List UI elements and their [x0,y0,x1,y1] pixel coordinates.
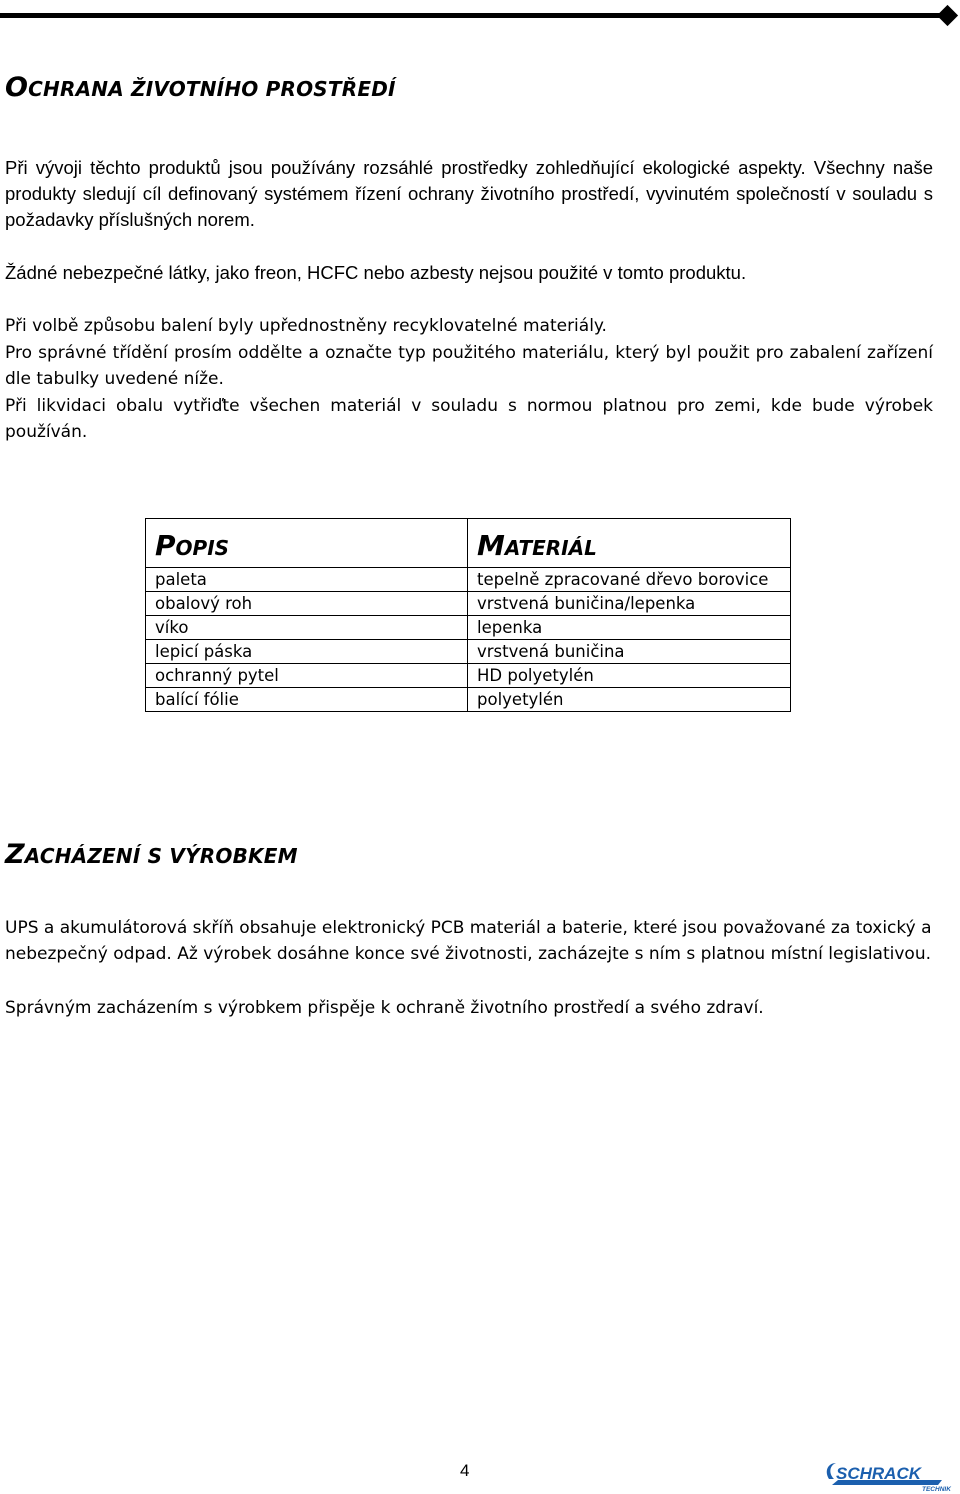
top-rule [0,13,942,18]
popis-cell: víko [146,616,468,640]
popis-cell: lepicí páska [146,640,468,664]
material-cell: polyetylén [468,688,791,712]
table-row [146,640,791,664]
paragraph-packaging-choice: Při volbě způsobu balení byly upřednostněny recyklovatelné materiály. [5,316,607,336]
schrack-logo [826,1459,951,1493]
page-number: 4 [460,1461,470,1480]
material-cell: vrstvená buničina [468,640,791,664]
svg-text:SCHRACK: SCHRACK [836,1464,921,1483]
paragraph-ups-waste: UPS a akumulátorová skříň obsahuje elektronický PCB materiál a baterie, které jsou považované za toxický a nebezpečný odpad. Až výrobek dosáhne konce své životnosti, zacházejte s ním s platnou místní legislativou. [5,918,932,964]
paragraph-sorting: Pro správné třídění prosím oddělte a označte typ použitého materiálu, který byl použit pro zabalení zařízení dle tabulky uvedené níže. [5,343,933,389]
popis-cell: obalový roh [146,592,468,616]
paragraph-proper-handling: Správným zacházením s výrobkem přispěje k ochraně životního prostředí a svého zdraví. [5,998,764,1018]
column-header-popis: POPIS [146,519,468,568]
table-header-row [146,519,791,568]
paragraph-development: Při vývoji těchto produktů jsou používány rozsáhlé prostředky zohledňující ekologické aspekty. Všechny naše produkty sledují cíl definovaný systémem řízení ochrany životního prostředí, vyvinutém společností v souladu s požadavky příslušných norem. [5,157,933,230]
material-cell: vrstvená buničina/lepenka [468,592,791,616]
popis-cell: paleta [146,568,468,592]
table-row [146,688,791,712]
table-row [146,664,791,688]
table-row [146,616,791,640]
popis-cell: ochranný pytel [146,664,468,688]
material-cell: HD polyetylén [468,664,791,688]
paragraph-hazardous-substances: Žádné nebezpečné látky, jako freon, HCFC nebo azbesty nejsou použité v tomto produktu. [5,262,747,283]
packaging-materials-table [145,518,791,712]
svg-text:TECHNIK: TECHNIK [922,1486,951,1493]
popis-cell: balící fólie [146,688,468,712]
diamond-icon [937,5,958,26]
material-cell: lepenka [468,616,791,640]
column-header-material: MATERIÁL [468,519,791,568]
section-title-environment: OCHRANA ŽIVOTNÍHO PROSTŘEDÍ [5,72,396,103]
material-cell: tepelně zpracované dřevo borovice [468,568,791,592]
section-title-handling: ZACHÁZENÍ S VÝROBKEM [5,839,298,870]
table-row [146,568,791,592]
paragraph-disposal: Při likvidaci obalu vytřiďte všechen materiál v souladu s normou platnou pro zemi, kde bude výrobek používán. [5,396,933,442]
table-row [146,592,791,616]
